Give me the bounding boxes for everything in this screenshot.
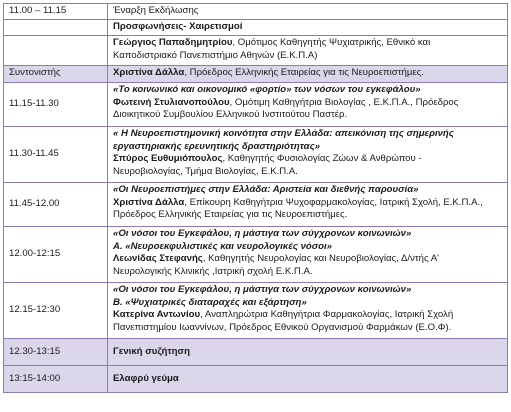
time-cell xyxy=(4,83,108,127)
content-cell xyxy=(108,4,508,20)
speaker-affiliation-cont: Πρόεδρος Ελληνικής Εταιρείας για τις Νευροεπιστήμες. xyxy=(113,209,348,221)
speaker-name: Κατερίνα Αντωνίου xyxy=(113,309,201,321)
session-label: Ελαφρύ γεύμα xyxy=(113,372,179,384)
table-row xyxy=(4,339,508,366)
content-cell xyxy=(108,283,508,339)
time-label: 12.15-12:30 xyxy=(9,304,61,316)
speaker-name: Γεώργιος Παπαδημητρίου xyxy=(113,37,233,48)
table-row xyxy=(4,366,508,393)
talk-title: «Οι Νευροεπιστήμες στην Ελλάδα: Αριστεία και διεθνής παρουσία» xyxy=(113,184,419,195)
content-cell xyxy=(108,127,508,183)
content-cell xyxy=(108,83,508,127)
speaker-affiliation-cont: Νευροβιολογίας, Τμήμα Βιολογίας, Ε.Κ.Π.Α. xyxy=(113,165,298,177)
content-cell xyxy=(108,183,508,227)
talk-title-cont: εργαστηριακής ερευνητικής δραστηριότητας» xyxy=(113,140,321,152)
table-row xyxy=(4,127,508,183)
speaker-name: Χριστίνα Δάλλα xyxy=(113,196,185,208)
table-row xyxy=(4,36,508,66)
time-cell xyxy=(4,66,108,83)
time-label: 13:15-14:00 xyxy=(9,372,61,384)
content-cell xyxy=(108,339,508,366)
time-label: 11.45-12.00 xyxy=(9,198,60,210)
talk-title: « Η Νευροεπιστημονική κοινότητα στην Ελλάδα: απεικόνιση της σημερινής xyxy=(113,128,454,139)
time-cell xyxy=(4,339,108,366)
time-cell xyxy=(4,183,108,227)
session-heading: Προσφωνήσεις- Χαιρετισμοί xyxy=(113,21,243,32)
talk-title: «Οι νόσοι του Εγκεφάλου, η μάστιγα των σύγχρονων κοινωνιών» xyxy=(113,228,412,239)
talk-subtitle: Β. «Ψυχιατρικές διαταραχές και εξάρτηση» xyxy=(113,296,307,308)
time-cell xyxy=(4,4,108,20)
speaker-affiliation: , Καθηγητής Νευρολογίας και Νευροβιολογίας, Δ/ντής Α' xyxy=(202,253,439,265)
time-cell xyxy=(4,127,108,183)
program-table xyxy=(3,3,508,393)
speaker-affiliation: , Ομότιμος Καθηγητής Ψυχιατρικής, Εθνικό και xyxy=(232,37,431,48)
table-row xyxy=(4,227,508,283)
speaker-affiliation: , Καθηγητής Φυσιολογίας Ζώων & Ανθρώπου - xyxy=(222,153,422,165)
content-cell xyxy=(108,66,508,83)
speaker-affiliation-cont: Νευρολογικής Κλινικής ,Ιατρική σχολή Ε.Κ.Π.Α. xyxy=(113,265,313,277)
speaker-affiliation: , Επίκουρη Καθηγήτρια Ψυχοφαρμακολογίας, Ιατρική Σχολή, Ε.Κ.Π.Α., xyxy=(184,196,483,208)
table-row xyxy=(4,4,508,20)
time-cell xyxy=(4,20,108,36)
content-cell xyxy=(108,20,508,36)
content-cell xyxy=(108,366,508,393)
speaker-name: Σπύρος Ευθυμιόπουλος xyxy=(113,153,223,165)
content-cell xyxy=(108,36,508,66)
speaker-affiliation: , Ομότιμη Καθηγήτρια Βιολογίας , Ε.Κ.Π.Α., Πρόεδρος xyxy=(229,96,459,108)
time-cell xyxy=(4,36,108,66)
speaker-name: Χριστίνα Δάλλα xyxy=(113,67,185,78)
time-label: 11.00 – 11.15 xyxy=(9,5,67,16)
talk-title: «Οι νόσοι του Εγκεφάλου, η μάστιγα των σύγχρονων κοινωνιών» xyxy=(113,284,412,295)
session-label: Γενική συζήτηση xyxy=(113,345,190,357)
speaker-affiliation: , Πρόεδρος Ελληνικής Εταιρείας για τις Νευροεπιστήμες. xyxy=(184,67,424,78)
table-row xyxy=(4,20,508,36)
speaker-name: Λεωνίδας Στεφανής xyxy=(113,253,203,265)
table-row xyxy=(4,283,508,339)
talk-subtitle: Α. «Νευροεκφυλιστικές και νευρολογικές νόσοι» xyxy=(113,240,332,252)
time-cell xyxy=(4,227,108,283)
time-cell xyxy=(4,366,108,393)
time-label: 12.00-12:15 xyxy=(9,248,61,260)
session-text: Έναρξη Εκδήλωσης xyxy=(113,5,199,16)
time-label: 11.15-11.30 xyxy=(9,98,59,110)
speaker-affiliation-cont: Διοικητικού Συμβουλίου Ελληνικού Ινστιτούτου Παστέρ. xyxy=(113,109,348,121)
table-row xyxy=(4,66,508,83)
talk-title: «Το κοινωνικό και οικονομικό «φορτίο» των νόσων του εγκεφάλου» xyxy=(113,84,421,95)
table-row xyxy=(4,83,508,127)
time-label: 12.30-13:15 xyxy=(9,345,61,357)
table-row xyxy=(4,183,508,227)
content-cell xyxy=(108,227,508,283)
speaker-affiliation-cont: Καποδιστριακό Πανεπιστήμιο Αθηνών (Ε.Κ.Π.Α) xyxy=(113,49,318,61)
time-label: 11.30-11.45 xyxy=(9,148,59,160)
speaker-affiliation: , Αναπληρώτρια Καθηγήτρια Φαρμακολογίας, Ιατρική Σχολή xyxy=(200,309,454,321)
time-cell xyxy=(4,283,108,339)
speaker-affiliation-cont: Πανεπιστημίου Ιωαννίνων, Πρόεδρος Εθνικού Οργανισμού Φαρμάκων (Ε.Ο.Φ). xyxy=(113,321,452,333)
speaker-name: Φωτεινή Στυλιανοπούλου xyxy=(113,96,230,108)
role-label: Συντονιστής xyxy=(9,67,61,78)
